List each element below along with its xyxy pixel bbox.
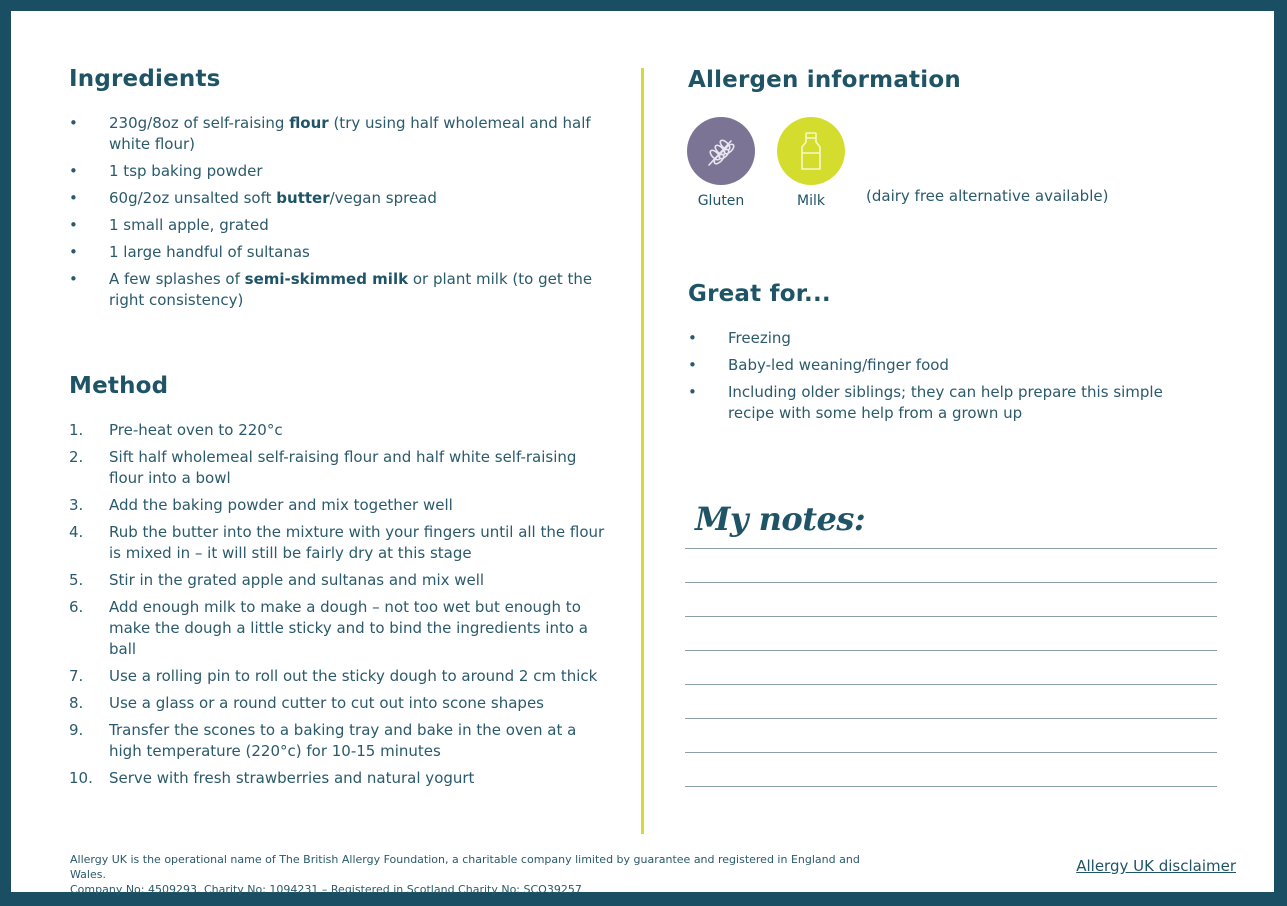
method-heading: Method — [69, 373, 169, 399]
bullet-marker: • — [688, 329, 697, 347]
note-line — [685, 786, 1217, 787]
allergen-note: (dairy free alternative available) — [866, 187, 1109, 205]
allergen-milk-label: Milk — [797, 193, 825, 209]
ingredients-heading: Ingredients — [69, 66, 221, 92]
method-step — [69, 666, 609, 687]
method-step — [69, 447, 609, 489]
step-number: 5. — [69, 571, 84, 589]
step-number: 7. — [69, 667, 84, 685]
ingredient-item — [69, 269, 609, 311]
method-step — [69, 693, 609, 714]
note-line — [685, 684, 1217, 685]
ingredient-item — [69, 242, 609, 263]
method-step — [69, 570, 609, 591]
footer-line-2: Company No: 4509293. Charity No: 1094231 – Registered in Scotland Charity No: SCO39257 — [70, 883, 582, 896]
step-number: 9. — [69, 721, 84, 739]
allergen-heading: Allergen information — [688, 67, 961, 93]
step-number: 4. — [69, 523, 84, 541]
method-step — [69, 720, 609, 762]
ingredient-item — [69, 161, 609, 182]
note-line — [685, 548, 1217, 549]
great-for-text: Freezing — [728, 329, 791, 347]
ingredient-item — [69, 188, 609, 209]
step-number: 8. — [69, 694, 84, 712]
wheat-icon — [701, 131, 741, 171]
step-text: Use a glass or a round cutter to cut out into scone shapes — [109, 694, 544, 712]
step-number: 10. — [69, 769, 93, 787]
ingredient-key-term: flour — [289, 114, 329, 132]
method-step — [69, 420, 609, 441]
step-text: Transfer the scones to a baking tray and bake in the oven at a high temperature (220°c) for 10-15 minutes — [109, 721, 577, 760]
ingredient-text-rest: (try using half wholemeal and half white flour) — [109, 114, 591, 153]
note-line — [685, 752, 1217, 753]
ingredient-key-term: butter — [276, 189, 330, 207]
footer-legal — [70, 852, 890, 897]
ingredient-text: A few splashes of — [109, 270, 245, 288]
ingredient-text: 1 small apple, grated — [109, 216, 269, 234]
step-text: Stir in the grated apple and sultanas and mix well — [109, 571, 485, 589]
step-number: 6. — [69, 598, 84, 616]
method-step — [69, 768, 609, 789]
bullet-marker: • — [69, 270, 78, 288]
step-text: Use a rolling pin to roll out the sticky dough to around 2 cm thick — [109, 667, 598, 685]
ingredient-text-rest: or plant milk (to get the right consistency) — [109, 270, 593, 309]
ingredient-text: 1 tsp baking powder — [109, 162, 263, 180]
bullet-marker: • — [688, 356, 697, 374]
disclaimer-link[interactable]: Allergy UK disclaimer — [1076, 857, 1236, 875]
ingredient-text-rest: /vegan spread — [329, 189, 437, 207]
great-for-item — [688, 328, 1208, 349]
allergen-gluten — [687, 117, 755, 209]
great-for-item — [688, 355, 1208, 376]
bullet-marker: • — [69, 114, 78, 132]
great-for-item — [688, 382, 1208, 424]
note-line — [685, 616, 1217, 617]
column-divider — [641, 68, 644, 834]
footer-line-1: Allergy UK is the operational name of The British Allergy Foundation, a charitable company limited by guarantee and registered in England and Wales. — [70, 853, 860, 881]
great-for-heading: Great for... — [688, 281, 831, 307]
note-line — [685, 718, 1217, 719]
step-text: Rub the butter into the mixture with your fingers until all the flour is mixed in – it will still be fairly dry at this stage — [109, 523, 605, 562]
bullet-marker: • — [69, 243, 78, 261]
ingredient-text: 230g/8oz of self-raising — [109, 114, 290, 132]
ingredient-key-term: semi-skimmed milk — [244, 270, 409, 288]
bullet-marker: • — [69, 189, 78, 207]
step-text: Serve with fresh strawberries and natural yogurt — [109, 769, 475, 787]
step-number: 1. — [69, 421, 84, 439]
ingredient-text: 1 large handful of sultanas — [109, 243, 310, 261]
step-text: Add enough milk to make a dough – not too wet but enough to make the dough a little sticky and to bind the ingredients into a ball — [109, 598, 588, 658]
allergen-milk-circle — [777, 117, 845, 185]
ingredient-text: 60g/2oz unsalted soft — [109, 189, 277, 207]
bullet-marker: • — [688, 383, 697, 401]
step-text: Sift half wholemeal self-raising flour and half white self-raising flour into a bowl — [109, 448, 577, 487]
note-line — [685, 582, 1217, 583]
ingredients-list — [69, 113, 609, 317]
allergen-gluten-circle — [687, 117, 755, 185]
great-for-list — [688, 328, 1208, 430]
method-list — [69, 420, 609, 795]
method-step — [69, 597, 609, 660]
bullet-marker: • — [69, 216, 78, 234]
note-line — [685, 650, 1217, 651]
allergen-gluten-label: Gluten — [697, 193, 745, 209]
milk-bottle-icon — [791, 129, 831, 173]
bullet-marker: • — [69, 162, 78, 180]
allergen-milk — [777, 117, 845, 209]
step-text: Pre-heat oven to 220°c — [109, 421, 283, 439]
method-step — [69, 495, 609, 516]
step-number: 2. — [69, 448, 84, 466]
great-for-text: Including older siblings; they can help prepare this simple recipe with some help from a grown up — [728, 383, 1163, 422]
ingredient-item — [69, 113, 609, 155]
ingredient-item — [69, 215, 609, 236]
great-for-text: Baby-led weaning/finger food — [728, 356, 949, 374]
notes-heading: My notes: — [695, 500, 866, 538]
step-number: 3. — [69, 496, 84, 514]
method-step — [69, 522, 609, 564]
step-text: Add the baking powder and mix together well — [109, 496, 453, 514]
